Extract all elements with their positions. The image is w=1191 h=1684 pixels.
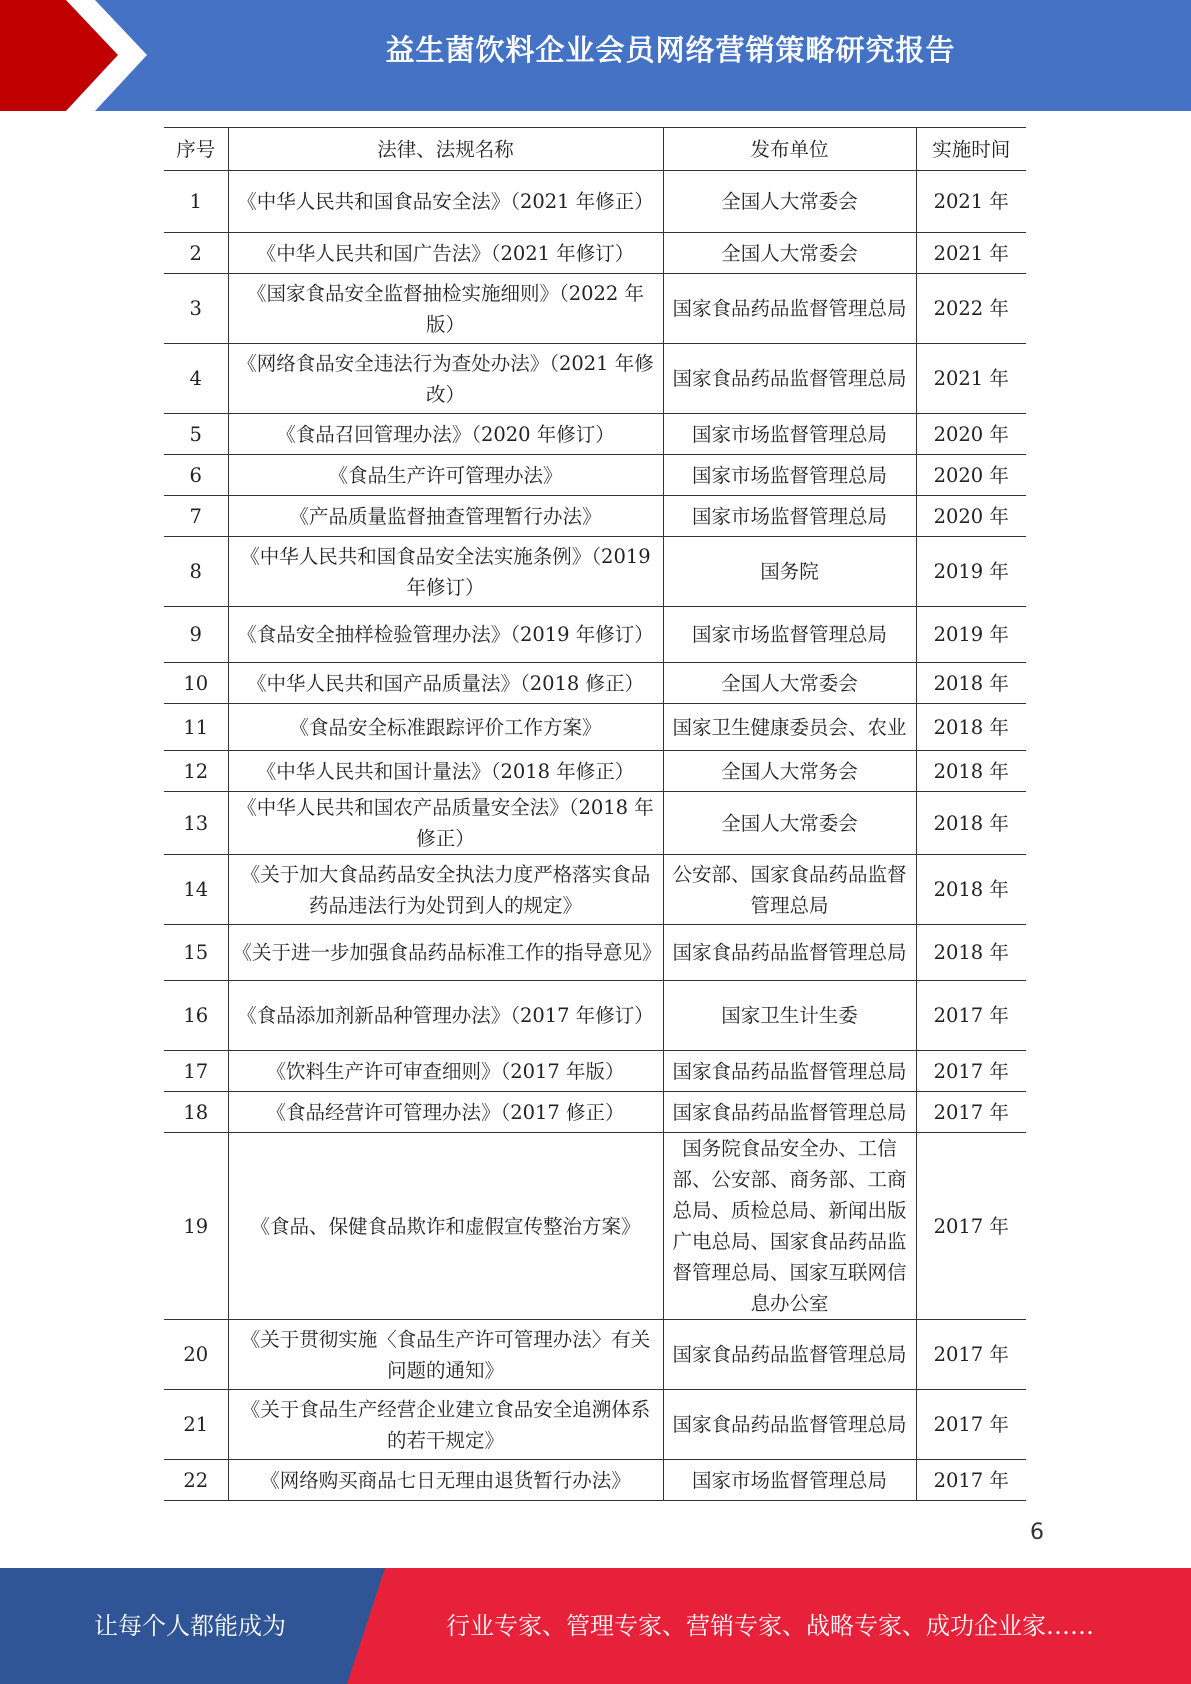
cell-name: 《关于进一步加强食品药品标准工作的指导意见》 <box>228 925 663 981</box>
cell-issuer <box>663 1092 916 1133</box>
column-header-no: 序号 <box>164 128 228 171</box>
cell-issuer: 国家食品药品监督管理总局 <box>663 925 916 981</box>
cell-issuer: 全国人大常委会 <box>663 792 916 855</box>
cell-issuer: 国家市场监督管理总局 <box>663 607 916 663</box>
cell-date: 2018 年 <box>916 704 1026 751</box>
table-row <box>164 414 1026 455</box>
cell-date: 2018 年 <box>916 751 1026 792</box>
cell-date: 2018 年 <box>916 925 1026 981</box>
cell-name: 《中华人民共和国食品安全法》（2021 年修正） <box>228 171 663 233</box>
table-row <box>164 607 1026 663</box>
cell-name: 《食品经营许可管理办法》（2017 修正） <box>228 1092 663 1133</box>
cell-no: 5 <box>164 414 228 455</box>
table-row <box>164 1051 1026 1092</box>
table-row <box>164 537 1026 607</box>
cell-no: 18 <box>164 1092 228 1133</box>
cell-no: 8 <box>164 537 228 607</box>
cell-issuer: 全国人大常委会 <box>663 171 916 233</box>
cell-name: 《食品安全抽样检验管理办法》（2019 年修订） <box>228 607 663 663</box>
cell-name: 《关于加大食品药品安全执法力度严格落实食品药品违法行为处罚到人的规定》 <box>228 855 663 925</box>
table-row <box>164 925 1026 981</box>
cell-name: 《中华人民共和国产品质量法》（2018 修正） <box>228 663 663 704</box>
table-row <box>164 344 1026 414</box>
cell-no: 15 <box>164 925 228 981</box>
cell-no: 9 <box>164 607 228 663</box>
cell-date: 2021 年 <box>916 344 1026 414</box>
cell-date: 2021 年 <box>916 233 1026 274</box>
table-row <box>164 274 1026 344</box>
cell-date: 2017 年 <box>916 1092 1026 1133</box>
cell-date: 2017 年 <box>916 1320 1026 1390</box>
cell-no: 13 <box>164 792 228 855</box>
cell-no: 14 <box>164 855 228 925</box>
cell-name: 《饮料生产许可审查细则》（2017 年版） <box>228 1051 663 1092</box>
cell-issuer: 国务院食品安全办、工信部、公安部、商务部、工商总局、质检总局、新闻出版广电总局、国家食品药品监督管理总局、国家互联网信息办公室 <box>663 1133 916 1320</box>
table-row <box>164 1133 1026 1320</box>
table-row <box>164 751 1026 792</box>
cell-issuer: 国家食品药品监督管理总局 <box>663 274 916 344</box>
cell-issuer-text: 国家食品药品监督管理总局 <box>672 1100 907 1124</box>
cell-name: 《网络食品安全违法行为查处办法》（2021 年修改） <box>228 344 663 414</box>
cell-no: 1 <box>164 171 228 233</box>
footer-tagline: 行业专家、管理专家、营销专家、战略专家、成功企业家…… <box>446 1612 1094 1640</box>
cell-issuer: 公安部、国家食品药品监督管理总局 <box>663 855 916 925</box>
cell-date: 2019 年 <box>916 607 1026 663</box>
cell-date: 2017 年 <box>916 1051 1026 1092</box>
cell-issuer: 国务院 <box>663 537 916 607</box>
cell-issuer <box>663 1051 916 1092</box>
cell-no: 11 <box>164 704 228 751</box>
cell-name: 《食品召回管理办法》（2020 年修订） <box>228 414 663 455</box>
cell-issuer: 国家食品药品监督管理总局 <box>663 1320 916 1390</box>
cell-date: 2018 年 <box>916 663 1026 704</box>
cell-no: 17 <box>164 1051 228 1092</box>
cell-name: 《食品生产许可管理办法》 <box>228 455 663 496</box>
table-row <box>164 496 1026 537</box>
cell-date: 2017 年 <box>916 1390 1026 1460</box>
table-row <box>164 233 1026 274</box>
cell-name: 《网络购买商品七日无理由退货暂行办法》 <box>228 1460 663 1501</box>
cell-no: 3 <box>164 274 228 344</box>
table-row <box>164 171 1026 233</box>
cell-name: 《国家食品安全监督抽检实施细则》（2022 年版） <box>228 274 663 344</box>
column-header-issuer: 发布单位 <box>663 128 916 171</box>
cell-issuer: 国家市场监督管理总局 <box>663 1460 916 1501</box>
footer-slogan: 让每个人都能成为 <box>94 1612 286 1640</box>
cell-date: 2020 年 <box>916 414 1026 455</box>
cell-no: 7 <box>164 496 228 537</box>
cell-no: 16 <box>164 981 228 1051</box>
cell-no: 10 <box>164 663 228 704</box>
cell-no: 12 <box>164 751 228 792</box>
cell-issuer <box>663 704 916 751</box>
cell-name: 《食品安全标准跟踪评价工作方案》 <box>228 704 663 751</box>
cell-issuer: 国家市场监督管理总局 <box>663 455 916 496</box>
cell-issuer-text: 国家食品药品监督管理总局 <box>672 1059 907 1083</box>
cell-no: 2 <box>164 233 228 274</box>
table-row <box>164 1092 1026 1133</box>
cell-date: 2022 年 <box>916 274 1026 344</box>
cell-issuer: 国家食品药品监督管理总局 <box>663 1390 916 1460</box>
cell-name: 《中华人民共和国广告法》（2021 年修订） <box>228 233 663 274</box>
cell-name: 《中华人民共和国计量法》（2018 年修正） <box>228 751 663 792</box>
cell-no: 22 <box>164 1460 228 1501</box>
cell-date: 2017 年 <box>916 981 1026 1051</box>
page-header <box>0 0 1191 111</box>
cell-issuer: 国家卫生计生委 <box>663 981 916 1051</box>
cell-name: 《中华人民共和国食品安全法实施条例》（2019 年修订） <box>228 537 663 607</box>
report-title: 益生菌饮料企业会员网络营销策略研究报告 <box>385 33 956 67</box>
table-row <box>164 1390 1026 1460</box>
cell-date: 2018 年 <box>916 792 1026 855</box>
cell-no: 21 <box>164 1390 228 1460</box>
cell-issuer: 全国人大常委会 <box>663 233 916 274</box>
cell-no: 19 <box>164 1133 228 1320</box>
page-footer <box>0 1568 1191 1684</box>
cell-issuer: 国家市场监督管理总局 <box>663 414 916 455</box>
cell-date: 2017 年 <box>916 1133 1026 1320</box>
cell-date: 2019 年 <box>916 537 1026 607</box>
cell-no: 20 <box>164 1320 228 1390</box>
cell-date: 2018 年 <box>916 855 1026 925</box>
cell-issuer: 全国人大常务会 <box>663 751 916 792</box>
table-row <box>164 1320 1026 1390</box>
table-header-row <box>164 128 1026 171</box>
table-row <box>164 704 1026 751</box>
table-row <box>164 855 1026 925</box>
cell-issuer: 国家市场监督管理总局 <box>663 496 916 537</box>
cell-date: 2021 年 <box>916 171 1026 233</box>
page-number: 6 <box>1030 1520 1044 1545</box>
cell-issuer: 国家食品药品监督管理总局 <box>663 344 916 414</box>
cell-no: 6 <box>164 455 228 496</box>
cell-name: 《中华人民共和国农产品质量安全法》（2018 年修正） <box>228 792 663 855</box>
cell-issuer: 全国人大常委会 <box>663 663 916 704</box>
cell-date: 2017 年 <box>916 1460 1026 1501</box>
cell-date: 2020 年 <box>916 455 1026 496</box>
cell-name: 《食品、保健食品欺诈和虚假宣传整治方案》 <box>228 1133 663 1320</box>
column-header-date: 实施时间 <box>916 128 1026 171</box>
table-row <box>164 792 1026 855</box>
table-row <box>164 981 1026 1051</box>
column-header-name: 法律、法规名称 <box>228 128 663 171</box>
cell-name: 《关于食品生产经营企业建立食品安全追溯体系的若干规定》 <box>228 1390 663 1460</box>
table-row <box>164 1460 1026 1501</box>
regulations-table <box>164 127 1026 1501</box>
cell-date: 2020 年 <box>916 496 1026 537</box>
table-row <box>164 455 1026 496</box>
cell-issuer-text: 国家卫生健康委员会、农业 <box>672 715 907 739</box>
cell-name: 《关于贯彻实施〈食品生产许可管理办法〉有关问题的通知》 <box>228 1320 663 1390</box>
cell-name: 《产品质量监督抽查管理暂行办法》 <box>228 496 663 537</box>
cell-name: 《食品添加剂新品种管理办法》（2017 年修订） <box>228 981 663 1051</box>
table-row <box>164 663 1026 704</box>
cell-no: 4 <box>164 344 228 414</box>
